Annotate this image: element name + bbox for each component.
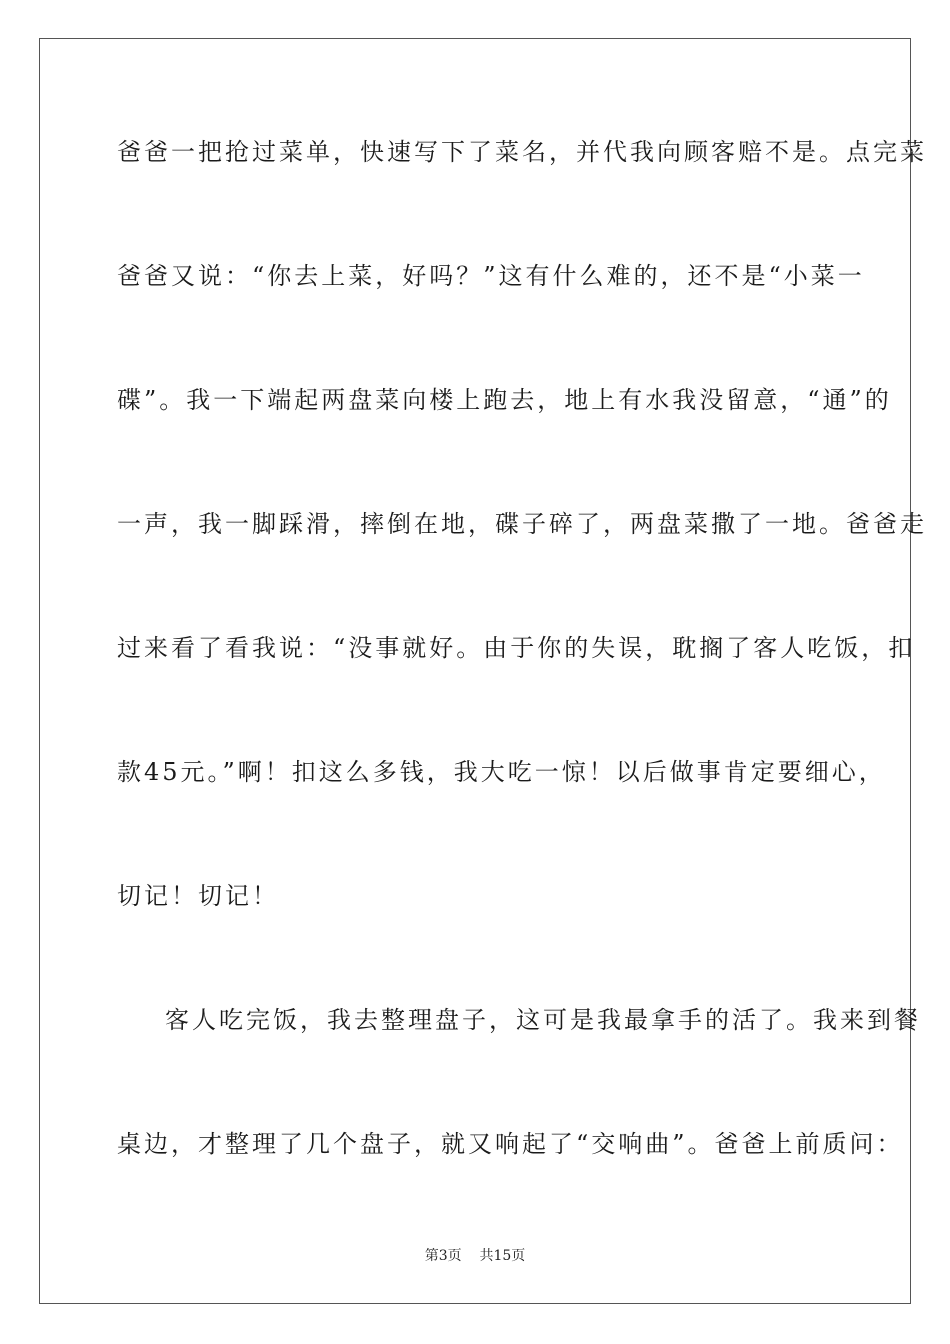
- text-line: 爸爸又说：“你去上菜，好吗？”这有什么难的，还不是“小菜一: [117, 262, 865, 290]
- page-number: 第3页: [424, 1248, 462, 1264]
- text-line: 一声，我一脚踩滑，摔倒在地，碟子碎了，两盘菜撒了一地。爸爸走: [117, 510, 927, 538]
- text-line: 过来看了看我说：“没事就好。由于你的失误，耽搁了客人吃饭，扣: [117, 634, 916, 662]
- text-line: 桌边，才整理了几个盘子，就又响起了“交响曲”。爸爸上前质问：: [117, 1130, 904, 1158]
- text-line: 切记！切记！: [117, 882, 279, 910]
- page-footer: [0, 1246, 950, 1266]
- paragraph-first-line: 客人吃完饭，我去整理盘子，这可是我最拿手的活了。我来到餐: [165, 1006, 921, 1034]
- text-line: 碟”。我一下端起两盘菜向楼上跑去，地上有水我没留意，“通”的: [117, 386, 892, 414]
- total-pages: 共15页: [479, 1248, 526, 1264]
- page-border: [39, 38, 911, 1304]
- text-line: 爸爸一把抢过菜单，快速写下了菜名，并代我向顾客赔不是。点完菜: [117, 138, 927, 166]
- text-line: 款45元。”啊！扣这么多钱，我大吃一惊！以后做事肯定要细心，: [117, 758, 886, 786]
